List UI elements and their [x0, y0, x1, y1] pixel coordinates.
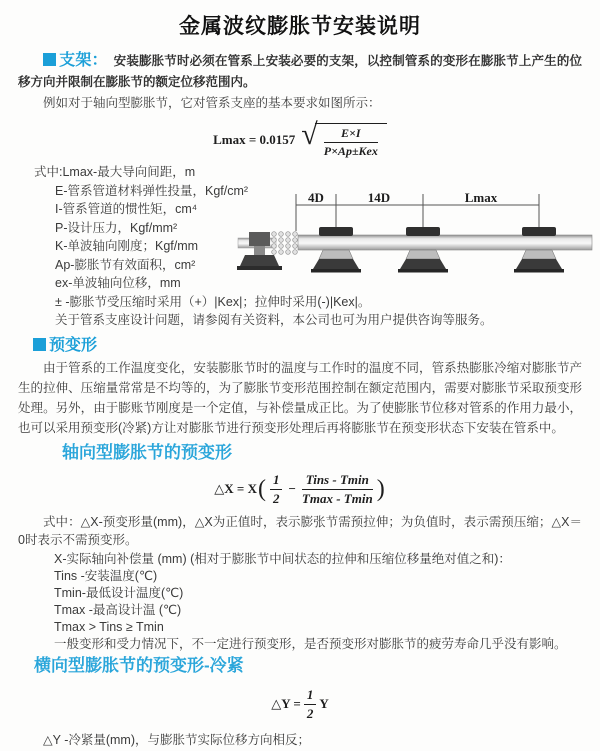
lmax-fraction-denominator: P×Ap±Kex	[323, 144, 378, 158]
definitions-and-diagram	[18, 163, 582, 330]
lateral-formula	[18, 687, 582, 722]
support-example-line: 例如对于轴向型膨胀节，它对管系支座的基本要求如图所示：	[43, 96, 381, 110]
definition-item: Ap-膨胀节有效面积，cm²	[55, 257, 196, 272]
axial-note-line: 一般变形和受力情况下，不一定进行预变形，是否预变形对膨胀节的疲劳寿命几乎没有影响。	[54, 636, 567, 651]
axial-subsection-heading: 轴向型膨胀节的预变形	[62, 442, 232, 462]
predeform-section-heading-row	[33, 336, 582, 356]
axial-note-line: Tmax -最高设计温 (℃)	[54, 602, 182, 617]
predeform-section-heading: 预变形	[49, 336, 98, 354]
support-intro-paragraph	[18, 50, 582, 93]
definition-item: I-管系管道的惯性矩，cm⁴	[55, 202, 198, 216]
half-numerator: 1	[270, 472, 283, 490]
lmax-fraction	[324, 126, 378, 159]
temperature-fraction	[302, 472, 373, 507]
definition-item: 式中:Lmax-最大导向间距，m	[34, 165, 196, 179]
lateral-subsection-heading: 横向型膨胀节的预变形-冷紧	[34, 655, 244, 675]
section-bullet-icon	[33, 338, 46, 351]
pipe-support-diagram	[236, 189, 594, 284]
section-bullet-icon	[43, 53, 56, 66]
lmax-fraction-numerator: E×I	[324, 126, 378, 143]
axial-notes	[18, 513, 582, 653]
lateral-formula-rhs: Y	[319, 696, 329, 711]
axial-formula	[18, 472, 582, 507]
temperature-denominator: Tmax - Tmin	[301, 490, 373, 506]
axial-note-line: X-实际轴向补偿量 (mm) (相对于膨胀节中间状态的拉伸和压缩位移量绝对值之和)：	[54, 551, 511, 566]
main-pipe	[298, 235, 592, 250]
support-intro-text: 安装膨胀节时必须在管系上安装必要的支架，以控制管系的变形在膨胀节上产生的位移方向并限制在膨胀节的额定位移范围内。	[18, 54, 582, 89]
half-fraction	[270, 472, 283, 507]
definition-item: E-管系管道材料弹性投量，Kgf/cm²	[55, 183, 249, 198]
axial-note-line: Tmax > Tins ≥ Tmin	[54, 619, 164, 634]
definition-item: P-设计压力，Kgf/mm²	[55, 220, 178, 235]
dimension-lines	[296, 194, 539, 231]
axial-note-line: Tins -安装温度(℃)	[54, 568, 158, 583]
minus-operator: −	[288, 481, 296, 496]
document-content	[0, 14, 600, 751]
half-fraction	[304, 687, 317, 722]
definition-item: K-单波轴向刚度；Kgf/mm	[55, 239, 199, 253]
half-denominator: 2	[272, 490, 280, 506]
document-page	[0, 14, 600, 751]
axial-note-line: Tmin-最低设计温度(℃)	[54, 585, 184, 600]
dim-label-4d: 4D	[308, 190, 324, 205]
axial-formula-lhs: △X = X	[214, 481, 257, 496]
page-title: 金属波纹膨胀节安装说明	[179, 15, 421, 38]
lmax-formula	[18, 120, 582, 159]
definition-item: ± -膨胀节受压缩时采用（+）|Kex|；拉伸时采用(-)|Kex|。	[55, 294, 371, 309]
lmax-formula-prefix: Lmax = 0.0157	[213, 131, 296, 147]
definition-item: 关于管系支座设计问题，请参阅有关资料，本公司也可为用户提供咨询等服务。	[55, 313, 493, 327]
dim-label-14d: 14D	[367, 190, 391, 205]
definition-item: ex-单波轴向位移，mm	[55, 276, 181, 290]
half-numerator: 1	[304, 687, 317, 705]
lateral-formula-lhs: △Y =	[271, 696, 301, 711]
close-paren: )	[376, 476, 385, 502]
open-paren: (	[257, 476, 266, 502]
lateral-note-line: △Y -冷紧量(mm)，与膨胀节实际位移方向相反；	[43, 732, 311, 747]
support-section-heading: 支架：	[59, 52, 108, 69]
radical-sign	[301, 120, 387, 159]
dim-label-lmax: Lmax	[464, 190, 498, 205]
predeform-paragraph: 由于管系的工作温度变化，安装膨胀节时的温度与工作时的温度不同，管系热膨胀冷缩对膨胀节产生的拉伸、压缩量常常是不均等的，为了膨胀节变形范围控制在额定范围内，需要对膨胀节采取预变形处理。另外，由于膨账节刚度是一个定值，与补偿量成正比。为了使膨胀节位移对管系的作用力最小，也可以采用预变形(冷紧)方让对膨胀节进行预变形处理后再将膨胀节在预变形状态下安装在管系中。	[18, 360, 582, 435]
sqrt-icon: √	[301, 118, 318, 151]
axial-note-main: 式中：△X-预变形量(mm)，△X为正值时，表示膨张节需预拉伸；为负值时，表示需预压缩；△X＝0时表示不需预变形。	[18, 514, 582, 547]
temperature-numerator: Tins - Tmin	[302, 472, 373, 490]
radical-body	[315, 123, 387, 159]
half-denominator: 2	[306, 705, 314, 721]
